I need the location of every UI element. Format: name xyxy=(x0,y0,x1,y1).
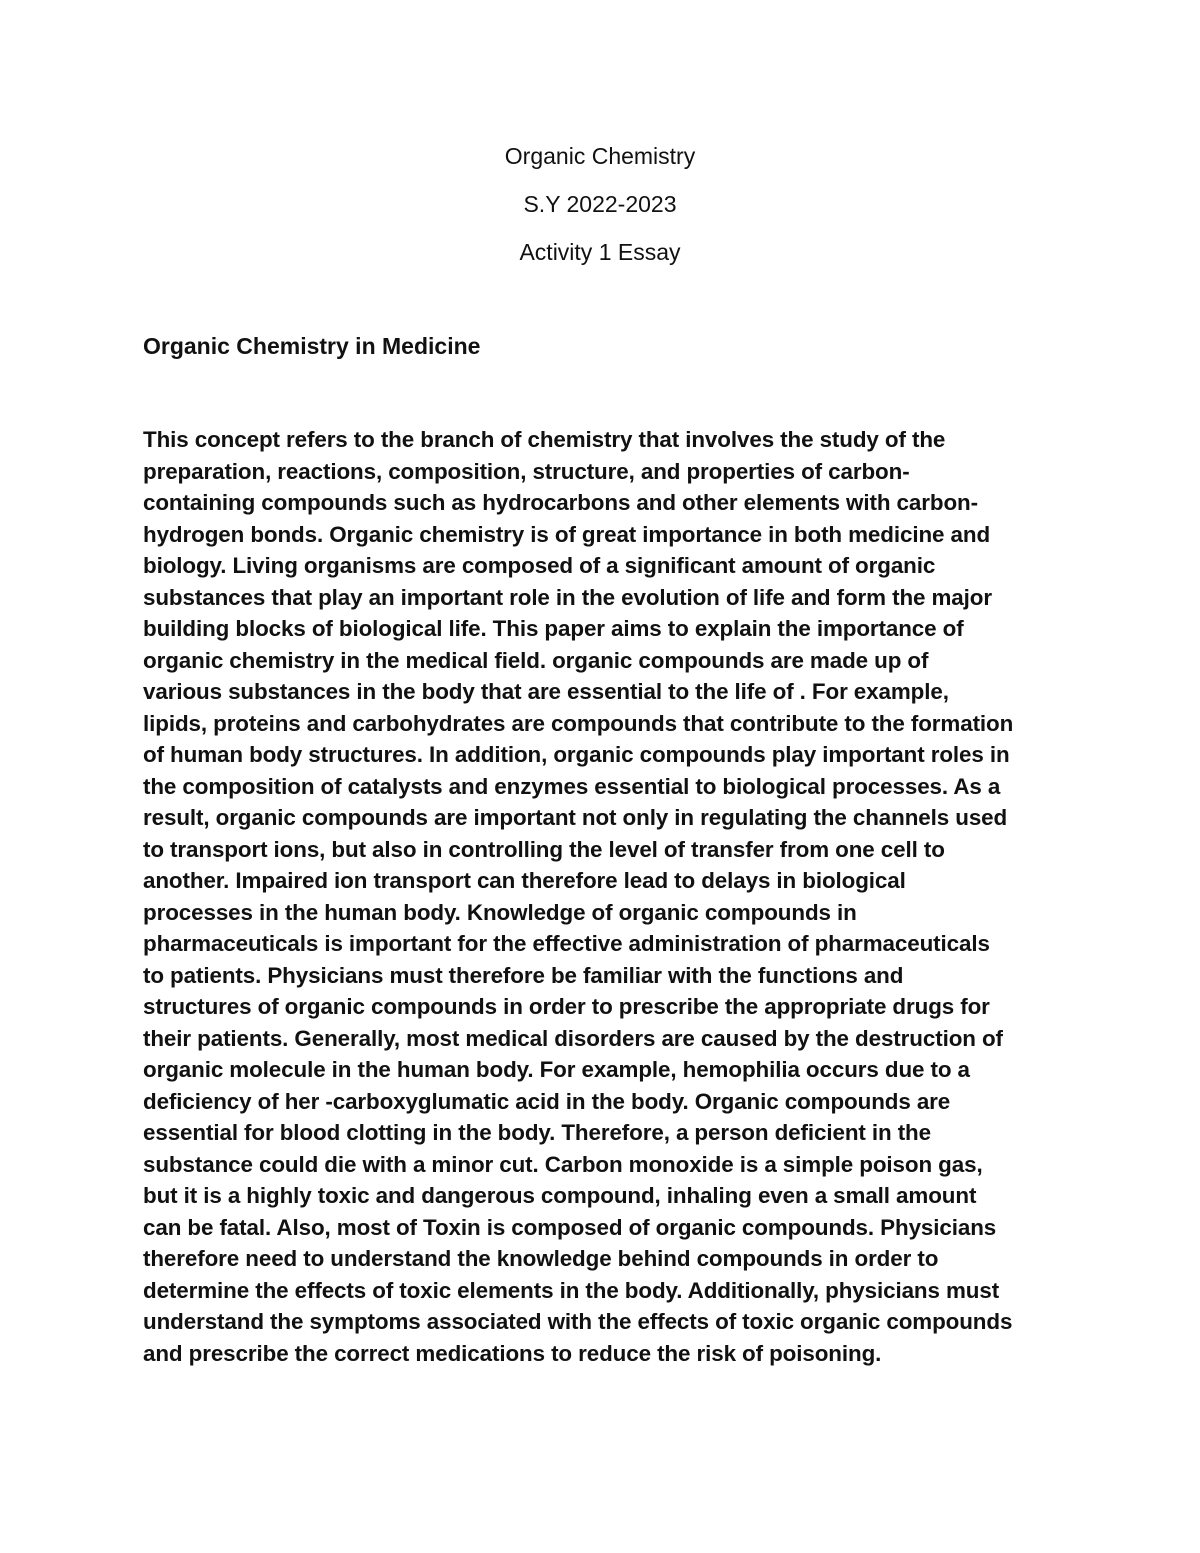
essay-line: determine the effects of toxic elements in the body. Additionally, physicians must xyxy=(143,1277,1000,1303)
course-title: Organic Chemistry xyxy=(504,143,696,169)
essay-line: substance could die with a minor cut. Carbon monoxide is a simple poison gas, xyxy=(143,1151,983,1177)
essay-body xyxy=(143,424,1068,1369)
activity-label: Activity 1 Essay xyxy=(519,239,681,265)
school-year: S.Y 2022-2023 xyxy=(523,191,677,217)
essay-line: and prescribe the correct medications to reduce the risk of poisoning. xyxy=(143,1340,882,1366)
essay-line: understand the symptoms associated with the effects of toxic organic compounds xyxy=(143,1309,1013,1334)
essay-line: processes in the human body. Knowledge of organic compounds in xyxy=(143,899,857,925)
essay-line: another. Impaired ion transport can therefore lead to delays in biological xyxy=(143,868,906,893)
essay-title: Organic Chemistry in Medicine xyxy=(143,333,481,359)
essay-line: This concept refers to the branch of chemistry that involves the study of the xyxy=(143,427,946,452)
essay-line: containing compounds such as hydrocarbons and other elements with carbon- xyxy=(143,490,978,515)
essay-line: can be fatal. Also, most of Toxin is composed of organic compounds. Physicians xyxy=(143,1214,997,1240)
essay-line: substances that play an important role in the evolution of life and form the major xyxy=(143,584,992,610)
essay-line: to transport ions, but also in controlling the level of transfer from one cell to xyxy=(143,836,945,862)
essay-line: preparation, reactions, composition, structure, and properties of carbon- xyxy=(143,458,910,484)
essay-line: organic chemistry in the medical field. organic compounds are made up of xyxy=(143,647,929,673)
essay-line: essential for blood clotting in the body. Therefore, a person deficient in the xyxy=(143,1120,931,1145)
essay-line: hydrogen bonds. Organic chemistry is of great importance in both medicine and xyxy=(143,521,991,547)
essay-line: of human body structures. In addition, organic compounds play important roles in xyxy=(143,742,1010,767)
essay-line: therefore need to understand the knowledge behind compounds in order to xyxy=(143,1246,939,1271)
essay-line: deficiency of her -carboxyglumatic acid in the body. Organic compounds are xyxy=(143,1088,951,1114)
essay-line: the composition of catalysts and enzymes essential to biological processes. As a xyxy=(143,773,1001,799)
essay-line: structures of organic compounds in order to prescribe the appropriate drugs for xyxy=(143,994,990,1019)
essay-line: to patients. Physicians must therefore be familiar with the functions and xyxy=(143,962,904,988)
essay-line: various substances in the body that are essential to the life of . For example, xyxy=(143,679,949,704)
essay-line: building blocks of biological life. This paper aims to explain the importance of xyxy=(143,616,964,641)
essay-line: their patients. Generally, most medical disorders are caused by the destruction of xyxy=(143,1025,1003,1051)
essay-line: biology. Living organisms are composed of a significant amount of organic xyxy=(143,553,936,578)
essay-line: pharmaceuticals is important for the effective administration of pharmaceuticals xyxy=(143,931,990,956)
essay-line: organic molecule in the human body. For example, hemophilia occurs due to a xyxy=(143,1057,970,1082)
essay-line: result, organic compounds are important not only in regulating the channels used xyxy=(143,805,1008,830)
essay-line: lipids, proteins and carbohydrates are compounds that contribute to the formation xyxy=(143,710,1014,736)
essay-line: but it is a highly toxic and dangerous compound, inhaling even a small amount xyxy=(143,1183,977,1208)
